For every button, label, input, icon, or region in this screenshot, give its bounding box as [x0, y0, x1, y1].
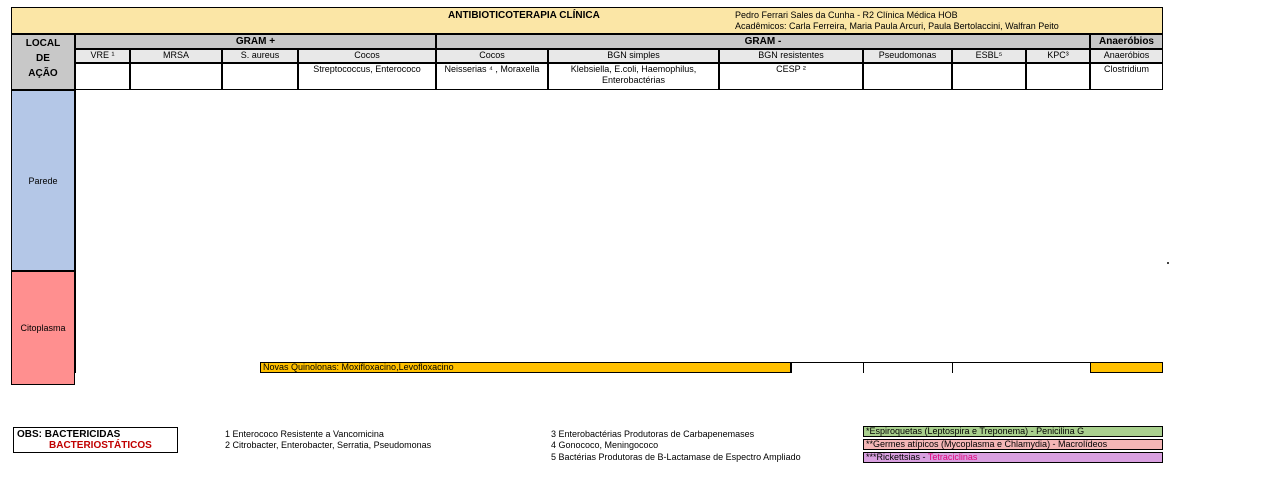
col-anaerobios-header: Anaeróbios — [1090, 49, 1163, 63]
quinolone-bar: Novas Quinolonas: Moxifloxacino,Levofloxacino — [260, 362, 791, 373]
col-kpc-header: KPC³ — [1026, 49, 1090, 63]
legend-rickettsias-label: ***Rickettsias - — [866, 452, 928, 462]
local-de-acao-header — [11, 34, 75, 90]
row-label-parede — [11, 90, 75, 271]
footnote-3: 3 Enterobactérias Produtoras de Carbapenemases — [551, 429, 755, 439]
col-pseudomonas-header: Pseudomonas — [863, 49, 952, 63]
local-line-1: LOCAL — [25, 38, 61, 49]
col-vre-header: VRE ¹ — [75, 49, 130, 63]
quinolone-divider — [791, 362, 792, 373]
col-saureus-examples — [222, 63, 298, 90]
col-esbl-header: ESBL⁵ — [952, 49, 1026, 63]
col-cocos-neg-header: Cocos — [436, 49, 548, 63]
col-pseudomonas-examples — [863, 63, 952, 90]
col-bgn-simples-header: BGN simples — [548, 49, 719, 63]
footnote-5: 5 Bactérias Produtoras de B-Lactamase de Espectro Ampliado — [551, 452, 801, 462]
gram-positive-header: GRAM + — [75, 34, 436, 49]
title-bar — [11, 7, 1163, 34]
legend-espiroquetas: *Espiroquetas (Leptospira e Treponema) - Penicilina G — [863, 426, 1163, 437]
col-mrsa-examples — [130, 63, 222, 90]
page-title: ANTIBIOTICOTERAPIA CLÍNICA — [448, 10, 600, 21]
students-line: Acadêmicos: Carla Ferreira, Maria Paula Arcuri, Paula Bertolaccini, Walfran Peito — [735, 21, 1059, 31]
col-kpc-examples — [1026, 63, 1090, 90]
quinolone-divider — [863, 362, 864, 373]
quinolone-top-line — [791, 362, 1090, 363]
col-bgn-resistentes-examples: CESP ² — [719, 63, 863, 90]
obs-bacteriostatic-label: BACTERIOSTÁTICOS — [49, 440, 152, 451]
legend-atipicos: **Germes atípicos (Mycoplasma e Chlamydia) - Macrolídeos — [863, 439, 1163, 450]
legend-rickettsias-drug: Tetraciclinas — [927, 452, 978, 462]
row-label-citoplasma-text: Citoplasma — [20, 323, 66, 333]
footnote-2: 2 Citrobacter, Enterobacter, Serratia, Pseudomonas — [225, 440, 432, 450]
anaerobes-header: Anaeróbios — [1090, 34, 1163, 49]
col-esbl-examples — [952, 63, 1026, 90]
col-bgn-resistentes-header: BGN resistentes — [719, 49, 863, 63]
col-anaerobios-examples: Clostridium — [1090, 63, 1163, 90]
stray-mark — [1167, 262, 1169, 264]
col-cocos-pos-examples: Streptococcus, Enterococo — [298, 63, 436, 90]
obs-bactericidal-label: OBS: BACTERICIDAS — [17, 429, 121, 440]
local-line-3: AÇÃO — [28, 68, 58, 79]
col-cocos-neg-examples: Neisserias ⁴ , Moraxella — [436, 63, 548, 90]
col-cocos-pos-header: Cocos — [298, 49, 436, 63]
author-line: Pedro Ferrari Sales da Cunha - R2 Clínica Médica HOB — [735, 10, 958, 20]
legend-rickettsias — [863, 452, 1163, 463]
col-mrsa-header: MRSA — [130, 49, 222, 63]
row-label-citoplasma — [11, 271, 75, 385]
row-label-parede-text: Parede — [28, 175, 58, 186]
obs-legend-box — [13, 427, 178, 453]
quinolone-divider — [952, 362, 953, 373]
col-vre-examples — [75, 63, 130, 90]
col-saureus-header: S. aureus — [222, 49, 298, 63]
footnote-1: 1 Enterococo Resistente a Vancomicina — [225, 429, 384, 439]
local-line-2: DE — [36, 53, 50, 64]
col-bgn-simples-examples: Klebsiella, E.coli, Haemophilus, Enterobactérias — [548, 63, 719, 90]
anaerobes-quinolone-cell — [1090, 362, 1163, 373]
mechanism-body-area — [75, 90, 1163, 373]
footnote-4: 4 Gonococo, Meningococo — [551, 440, 659, 450]
gram-negative-header: GRAM - — [436, 34, 1090, 49]
